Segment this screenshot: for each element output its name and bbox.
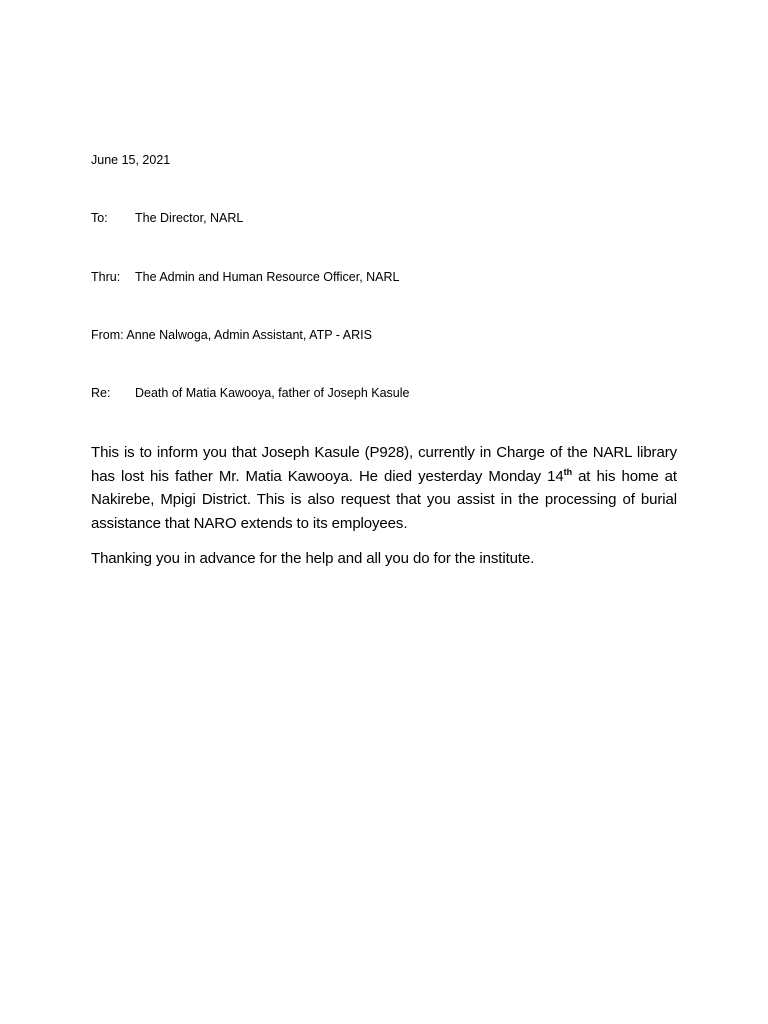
memo-to-label: To:: [91, 211, 108, 225]
ordinal-suffix: th: [563, 466, 572, 477]
body-paragraph-2-text: Thanking you in advance for the help and all you do for the institute.: [91, 550, 535, 567]
memo-to-value: The Director, NARL: [135, 211, 244, 225]
memo-re-label: Re:: [91, 386, 111, 400]
memo-re-line: [91, 385, 409, 401]
body-paragraph-2: [91, 547, 677, 571]
memo-to-line: [91, 210, 243, 226]
memo-re-value: Death of Matia Kawooya, father of Joseph Kasule: [135, 386, 410, 400]
body-paragraph-1-text-a: This is to inform you that Joseph Kasule (P928), currently in Charge of the NARL library has lost his father Mr. Matia Kawooya. He died yesterday Monday 14: [91, 444, 677, 485]
memo-thru-label: Thru:: [91, 270, 121, 284]
memo-date: [91, 152, 170, 168]
memo-thru-value: The Admin and Human Resource Officer, NARL: [135, 270, 400, 284]
body-paragraph-1-text-b: at his home at Nakirebe, Mpigi District. This is also request that you assist in the processing of burial assistance that NARO extends to its employees.: [91, 467, 677, 532]
memo-date-text: June 15, 2021: [91, 153, 171, 167]
memo-from-line: [91, 327, 372, 343]
memo-from-text: From: Anne Nalwoga, Admin Assistant, ATP - ARIS: [91, 328, 372, 342]
body-paragraph-1: [91, 441, 677, 535]
memo-thru-line: [91, 269, 399, 285]
